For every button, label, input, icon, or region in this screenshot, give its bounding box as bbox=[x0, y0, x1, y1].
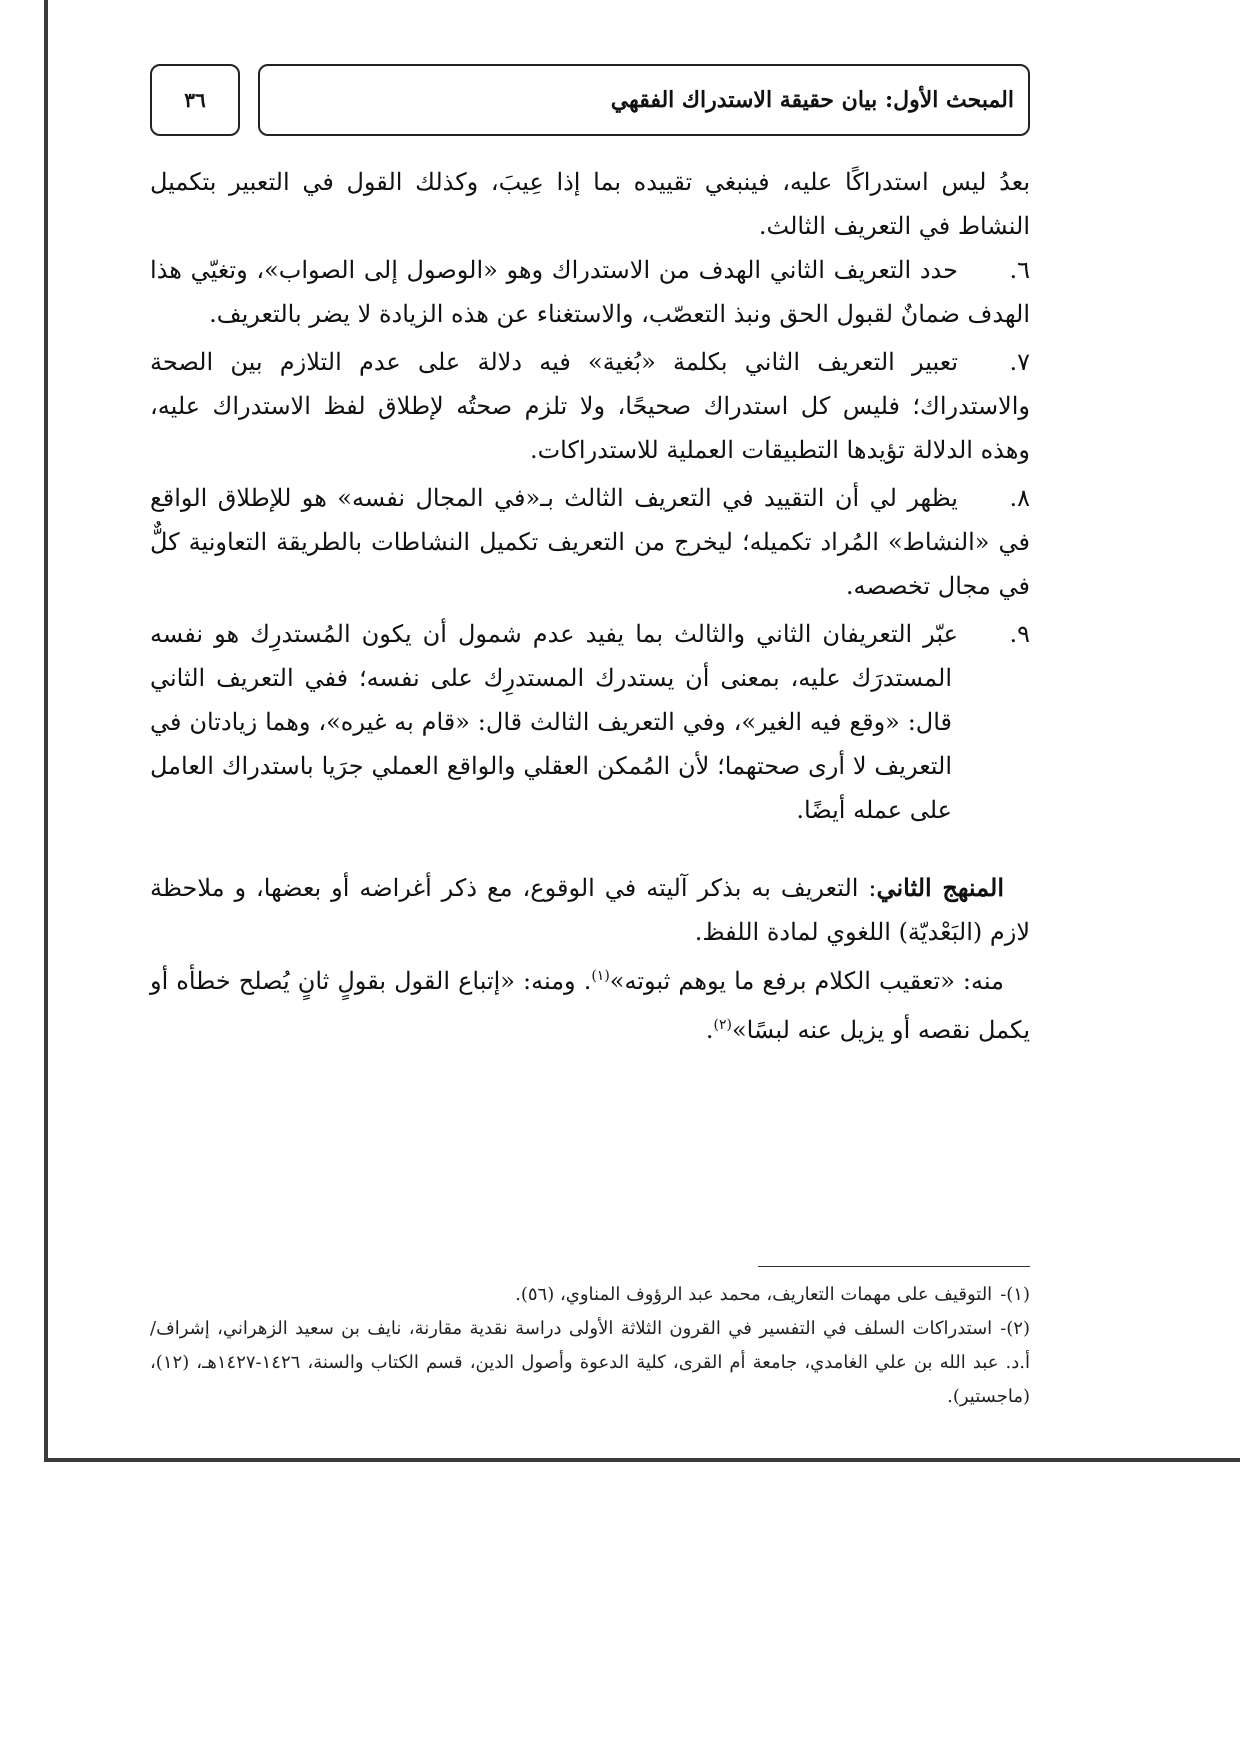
definition-1: منه: «تعقيب الكلام برفع ما يوهم ثبوته» bbox=[609, 967, 1004, 995]
page-number bbox=[150, 64, 240, 136]
section-heading: المنهج الثاني bbox=[876, 873, 1004, 902]
main-text bbox=[150, 160, 1030, 1052]
footnote-ref-2[interactable]: (٢) bbox=[713, 1017, 732, 1033]
item-7-text: تعبير التعريف الثاني بكلمة «بُغية» فيه دلالة على عدم التلازم بين الصحة والاستدراك؛ فليس كل استدراك صحيحًا، ولا تلزم صحتُه لإطلاق لفظ الاستدراك عليه، وهذه الدلالة تؤيدها التطبيقات العملية للاستدراكات. bbox=[150, 348, 1030, 464]
list-item-8 bbox=[150, 476, 1030, 608]
page-left-border bbox=[44, 0, 48, 1462]
definition-end: . bbox=[705, 1016, 714, 1044]
section-text: : التعريف به بذكر آليته في الوقوع، مع ذكر أغراضه أو بعضها، و ملاحظة لازم (البَعْديّة) اللغوي لمادة اللفظ. bbox=[150, 874, 1030, 946]
footnote-1-number: (١)- bbox=[1000, 1284, 1030, 1305]
definition-2: . ومنه: «إتباع القول بقولٍ ثانٍ يُصلح خطأه أو يكمل نقصه أو يزيل عنه لبسًا» bbox=[150, 967, 1030, 1044]
list-item-6 bbox=[150, 248, 1030, 336]
item-7-number: ٧. bbox=[1009, 348, 1030, 376]
page-bottom-border bbox=[44, 1458, 1240, 1462]
item-8-number: ٨. bbox=[1009, 484, 1030, 512]
footnote-1-text: التوقيف على مهمات التعاريف، محمد عبد الرؤوف المناوي، (٥٦). bbox=[515, 1284, 993, 1305]
chapter-title: المبحث الأول: بيان حقيقة الاستدراك الفقهي bbox=[610, 87, 1014, 113]
second-approach-paragraph bbox=[150, 866, 1030, 954]
item-6-text: حدد التعريف الثاني الهدف من الاستدراك وهو «الوصول إلى الصواب»، وتغيّي هذا الهدف ضمانٌ لقبول الحق ونبذ التعصّب، والاستغناء عن هذه الزيادة لا يضر بالتعريف. bbox=[150, 256, 1030, 328]
item-9-text: عبّر التعريفان الثاني والثالث بما يفيد عدم شمول أن يكون المُستدرِك هو نفسه المستدرَك عليه، بمعنى أن يستدرك المستدرِك على نفسه؛ ففي التعريف الثاني قال: «وقع فيه الغير»، وفي التعريف الثالث قال: «قام به غيره»، وهما زيادتان في التعريف لا أرى صحتهما؛ لأن المُمكن العقلي والواقع العملي جرَيا باستدراك العامل على عمله أيضًا. bbox=[150, 620, 958, 824]
page-number-text: ٣٦ bbox=[184, 88, 206, 112]
list-item-7 bbox=[150, 340, 1030, 472]
footnote-2-text: استدراكات السلف في التفسير في القرون الثلاثة الأولى دراسة نقدية مقارنة، نايف بن سعيد الزهراني، إشراف/ أ.د. عبد الله بن علي الغامدي، جامعة أم القرى، كلية الدعوة وأصول الدين، قسم الكتاب والسنة، ١٤٢٦-١٤٢٧هـ، (١٢)، (ماجستير). bbox=[150, 1318, 1030, 1407]
item-6-number: ٦. bbox=[1009, 256, 1030, 284]
intro-paragraph: بعدُ ليس استدراكًا عليه، فينبغي تقييده بما إذا عِيبَ، وكذلك القول في التعبير بتكميل النشاط في التعريف الثالث. bbox=[150, 168, 1030, 240]
footnote-ref-1[interactable]: (١) bbox=[591, 968, 610, 984]
footnote-2 bbox=[150, 1312, 1030, 1414]
list-item-9 bbox=[150, 612, 1030, 832]
chapter-title-box bbox=[258, 64, 1030, 136]
footnote-2-number: (٢)- bbox=[1000, 1318, 1030, 1339]
footnote-separator bbox=[758, 1266, 1030, 1267]
item-8-text: يظهر لي أن التقييد في التعريف الثالث بـ«في المجال نفسه» هو للإطلاق الواقع في «النشاط» المُراد تكميله؛ ليخرج من التعريف تكميل النشاطات بالطريقة التعاونية كلٌّ في مجال تخصصه. bbox=[150, 484, 1030, 600]
item-9-number: ٩. bbox=[1009, 620, 1030, 648]
footnote-1 bbox=[150, 1278, 1030, 1312]
footnotes bbox=[150, 1278, 1030, 1414]
definitions-paragraph bbox=[150, 954, 1030, 1052]
